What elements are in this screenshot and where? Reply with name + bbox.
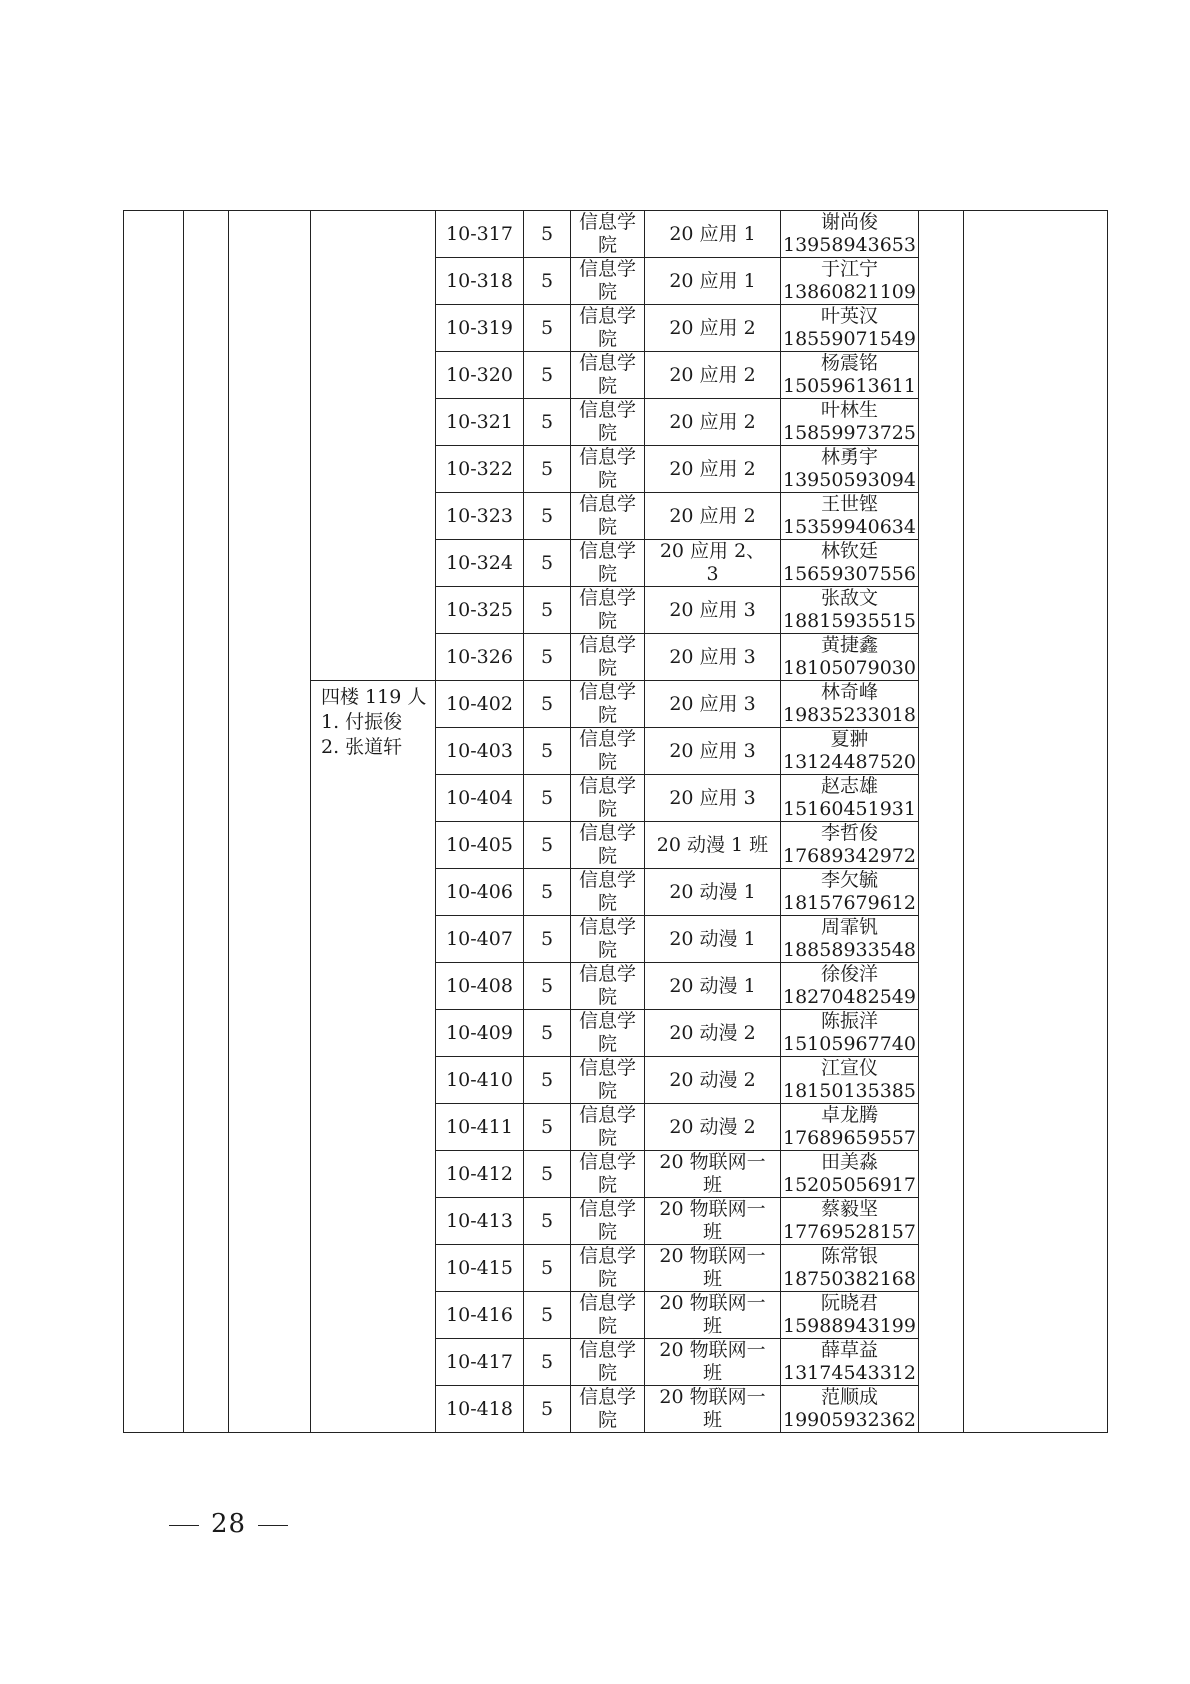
college-cell: 信息学院 <box>571 1292 645 1339</box>
class-cell: 20 动漫 1 班 <box>645 822 781 869</box>
contact-name: 周霏钒 <box>820 916 878 938</box>
dormitory-table <box>123 210 1108 1433</box>
contact-phone: 17769528157 <box>783 1221 916 1243</box>
contact-phone: 13950593094 <box>783 469 916 491</box>
contact-name: 林勇宇 <box>820 446 878 468</box>
contact-name: 卓龙腾 <box>820 1104 878 1126</box>
contact-cell <box>781 1057 919 1104</box>
room-cell: 10-405 <box>436 822 524 869</box>
table-row <box>124 211 1108 258</box>
count-cell: 5 <box>524 446 571 493</box>
class-cell: 20 应用 2 <box>645 305 781 352</box>
count-cell: 5 <box>524 1339 571 1386</box>
college-cell: 信息学院 <box>571 352 645 399</box>
contact-name: 陈振洋 <box>820 1010 878 1032</box>
contact-cell <box>781 1151 919 1198</box>
contact-name: 叶林生 <box>820 399 878 421</box>
college-cell: 信息学院 <box>571 1010 645 1057</box>
contact-cell <box>781 258 919 305</box>
class-cell: 20 应用 3 <box>645 681 781 728</box>
contact-phone: 15359940634 <box>783 516 916 538</box>
college-cell: 信息学院 <box>571 869 645 916</box>
contact-cell <box>781 587 919 634</box>
class-cell: 20 物联网一班 <box>645 1339 781 1386</box>
class-cell: 20 动漫 1 <box>645 869 781 916</box>
room-cell: 10-325 <box>436 587 524 634</box>
class-cell: 20 应用 3 <box>645 728 781 775</box>
college-cell: 信息学院 <box>571 963 645 1010</box>
room-cell: 10-323 <box>436 493 524 540</box>
contact-cell <box>781 822 919 869</box>
count-cell: 5 <box>524 822 571 869</box>
contact-cell <box>781 446 919 493</box>
contact-cell <box>781 1010 919 1057</box>
count-cell: 5 <box>524 634 571 681</box>
contact-name: 徐俊洋 <box>820 963 878 985</box>
count-cell: 5 <box>524 1010 571 1057</box>
class-cell: 20 物联网一班 <box>645 1198 781 1245</box>
contact-name: 于江宁 <box>820 258 878 280</box>
contact-name: 蔡毅坚 <box>820 1198 878 1220</box>
count-cell: 5 <box>524 1151 571 1198</box>
contact-name: 叶英汉 <box>820 305 878 327</box>
contact-name: 谢尚俊 <box>820 211 878 233</box>
room-cell: 10-317 <box>436 211 524 258</box>
count-cell: 5 <box>524 1057 571 1104</box>
college-cell: 信息学院 <box>571 775 645 822</box>
contact-cell <box>781 1198 919 1245</box>
count-cell: 5 <box>524 1292 571 1339</box>
contact-cell <box>781 211 919 258</box>
count-cell: 5 <box>524 728 571 775</box>
room-cell: 10-411 <box>436 1104 524 1151</box>
contact-name: 阮晓君 <box>820 1292 878 1314</box>
count-cell: 5 <box>524 352 571 399</box>
contact-cell <box>781 399 919 446</box>
college-cell: 信息学院 <box>571 211 645 258</box>
contact-phone: 17689342972 <box>783 845 916 867</box>
contact-name: 李哲俊 <box>820 822 878 844</box>
count-cell: 5 <box>524 493 571 540</box>
college-cell: 信息学院 <box>571 587 645 634</box>
floor-manager: 2. 张道轩 <box>321 736 403 758</box>
contact-cell <box>781 1386 919 1433</box>
contact-cell <box>781 1104 919 1151</box>
col-c-merged-cell <box>229 211 311 1433</box>
room-cell: 10-319 <box>436 305 524 352</box>
college-cell: 信息学院 <box>571 446 645 493</box>
contact-name: 杨震铭 <box>820 352 878 374</box>
count-cell: 5 <box>524 1245 571 1292</box>
contact-phone: 15160451931 <box>783 798 916 820</box>
contact-name: 田美淼 <box>820 1151 878 1173</box>
contact-phone: 15105967740 <box>783 1033 916 1055</box>
contact-name: 王世铿 <box>820 493 878 515</box>
contact-name: 夏翀 <box>830 728 869 750</box>
contact-name: 江宣仪 <box>820 1057 878 1079</box>
count-cell: 5 <box>524 916 571 963</box>
college-cell: 信息学院 <box>571 634 645 681</box>
class-cell: 20 应用 2 <box>645 399 781 446</box>
contact-phone: 18559071549 <box>783 328 916 350</box>
count-cell: 5 <box>524 681 571 728</box>
page-number-text: 28 <box>211 1509 247 1539</box>
count-cell: 5 <box>524 869 571 916</box>
contact-phone: 15205056917 <box>783 1174 916 1196</box>
college-cell: 信息学院 <box>571 258 645 305</box>
college-cell: 信息学院 <box>571 1151 645 1198</box>
contact-phone: 15988943199 <box>783 1315 916 1337</box>
class-cell: 20 应用 3 <box>645 775 781 822</box>
class-cell: 20 动漫 1 <box>645 963 781 1010</box>
count-cell: 5 <box>524 775 571 822</box>
college-cell: 信息学院 <box>571 493 645 540</box>
count-cell: 5 <box>524 305 571 352</box>
count-cell: 5 <box>524 540 571 587</box>
contact-cell <box>781 634 919 681</box>
contact-cell <box>781 963 919 1010</box>
contact-phone: 18270482549 <box>783 986 916 1008</box>
room-cell: 10-402 <box>436 681 524 728</box>
room-cell: 10-417 <box>436 1339 524 1386</box>
col-j-merged-cell <box>919 211 964 1433</box>
contact-phone: 18858933548 <box>783 939 916 961</box>
contact-cell <box>781 1245 919 1292</box>
count-cell: 5 <box>524 1104 571 1151</box>
room-cell: 10-413 <box>436 1198 524 1245</box>
page-number <box>157 1509 300 1539</box>
contact-cell <box>781 775 919 822</box>
contact-cell <box>781 493 919 540</box>
room-cell: 10-404 <box>436 775 524 822</box>
contact-cell <box>781 1292 919 1339</box>
class-cell: 20 应用 2 <box>645 493 781 540</box>
contact-cell <box>781 1339 919 1386</box>
college-cell: 信息学院 <box>571 1104 645 1151</box>
contact-name: 黄捷鑫 <box>820 634 878 656</box>
college-cell: 信息学院 <box>571 916 645 963</box>
college-cell: 信息学院 <box>571 1245 645 1292</box>
class-cell: 20 动漫 2 <box>645 1057 781 1104</box>
contact-phone: 15859973725 <box>783 422 916 444</box>
room-cell: 10-410 <box>436 1057 524 1104</box>
room-cell: 10-322 <box>436 446 524 493</box>
count-cell: 5 <box>524 1386 571 1433</box>
room-cell: 10-324 <box>436 540 524 587</box>
contact-phone: 15659307556 <box>783 563 916 585</box>
room-cell: 10-403 <box>436 728 524 775</box>
contact-phone: 19835233018 <box>783 704 916 726</box>
contact-phone: 18150135385 <box>783 1080 916 1102</box>
class-cell: 20 物联网一班 <box>645 1245 781 1292</box>
contact-phone: 13124487520 <box>783 751 916 773</box>
contact-name: 林钦廷 <box>820 540 878 562</box>
contact-cell <box>781 681 919 728</box>
class-cell: 20 物联网一班 <box>645 1151 781 1198</box>
contact-name: 赵志雄 <box>820 775 878 797</box>
floor-group-cell <box>311 681 436 1433</box>
class-cell: 20 应用 1 <box>645 258 781 305</box>
room-cell: 10-416 <box>436 1292 524 1339</box>
class-cell: 20 动漫 2 <box>645 1104 781 1151</box>
contact-cell <box>781 352 919 399</box>
class-cell: 20 应用 3 <box>645 634 781 681</box>
contact-name: 林奇峰 <box>820 681 878 703</box>
col-b-merged-cell <box>184 211 229 1433</box>
col-a-merged-cell <box>124 211 184 1433</box>
class-cell: 20 动漫 2 <box>645 1010 781 1057</box>
class-cell: 20 应用 2 <box>645 446 781 493</box>
contact-cell <box>781 305 919 352</box>
contact-phone: 18750382168 <box>783 1268 916 1290</box>
room-cell: 10-408 <box>436 963 524 1010</box>
class-cell: 20 物联网一班 <box>645 1292 781 1339</box>
floor-group-title: 四楼 119 人 <box>321 686 427 708</box>
college-cell: 信息学院 <box>571 822 645 869</box>
class-cell: 20 应用 2、3 <box>645 540 781 587</box>
college-cell: 信息学院 <box>571 681 645 728</box>
room-cell: 10-407 <box>436 916 524 963</box>
contact-name: 薛草益 <box>820 1339 878 1361</box>
college-cell: 信息学院 <box>571 1339 645 1386</box>
floor-group-cell-upper <box>311 211 436 681</box>
contact-cell <box>781 540 919 587</box>
room-cell: 10-318 <box>436 258 524 305</box>
contact-phone: 13860821109 <box>783 281 916 303</box>
floor-manager: 1. 付振俊 <box>321 711 403 733</box>
contact-cell <box>781 728 919 775</box>
college-cell: 信息学院 <box>571 540 645 587</box>
count-cell: 5 <box>524 211 571 258</box>
college-cell: 信息学院 <box>571 728 645 775</box>
class-cell: 20 应用 1 <box>645 211 781 258</box>
room-cell: 10-418 <box>436 1386 524 1433</box>
count-cell: 5 <box>524 1198 571 1245</box>
room-cell: 10-326 <box>436 634 524 681</box>
contact-phone: 15059613611 <box>783 375 916 397</box>
room-cell: 10-409 <box>436 1010 524 1057</box>
left-dash <box>169 1525 199 1526</box>
college-cell: 信息学院 <box>571 399 645 446</box>
count-cell: 5 <box>524 587 571 634</box>
class-cell: 20 物联网一班 <box>645 1386 781 1433</box>
contact-cell <box>781 869 919 916</box>
contact-name: 范顺成 <box>820 1386 878 1408</box>
class-cell: 20 应用 2 <box>645 352 781 399</box>
contact-name: 李欠毓 <box>820 869 878 891</box>
contact-name: 陈常银 <box>820 1245 878 1267</box>
class-cell: 20 动漫 1 <box>645 916 781 963</box>
contact-cell <box>781 916 919 963</box>
room-cell: 10-321 <box>436 399 524 446</box>
room-cell: 10-415 <box>436 1245 524 1292</box>
college-cell: 信息学院 <box>571 305 645 352</box>
room-cell: 10-406 <box>436 869 524 916</box>
contact-phone: 19905932362 <box>783 1409 916 1431</box>
count-cell: 5 <box>524 963 571 1010</box>
contact-phone: 18815935515 <box>783 610 916 632</box>
contact-phone: 17689659557 <box>783 1127 916 1149</box>
class-cell: 20 应用 3 <box>645 587 781 634</box>
room-cell: 10-412 <box>436 1151 524 1198</box>
contact-phone: 13174543312 <box>783 1362 916 1384</box>
right-dash <box>258 1525 288 1526</box>
contact-phone: 18157679612 <box>783 892 916 914</box>
room-cell: 10-320 <box>436 352 524 399</box>
contact-phone: 13958943653 <box>783 234 916 256</box>
count-cell: 5 <box>524 258 571 305</box>
college-cell: 信息学院 <box>571 1386 645 1433</box>
table-body <box>124 211 1108 1433</box>
contact-phone: 18105079030 <box>783 657 916 679</box>
college-cell: 信息学院 <box>571 1057 645 1104</box>
college-cell: 信息学院 <box>571 1198 645 1245</box>
col-k-merged-cell <box>964 211 1108 1433</box>
contact-name: 张敌文 <box>820 587 878 609</box>
count-cell: 5 <box>524 399 571 446</box>
